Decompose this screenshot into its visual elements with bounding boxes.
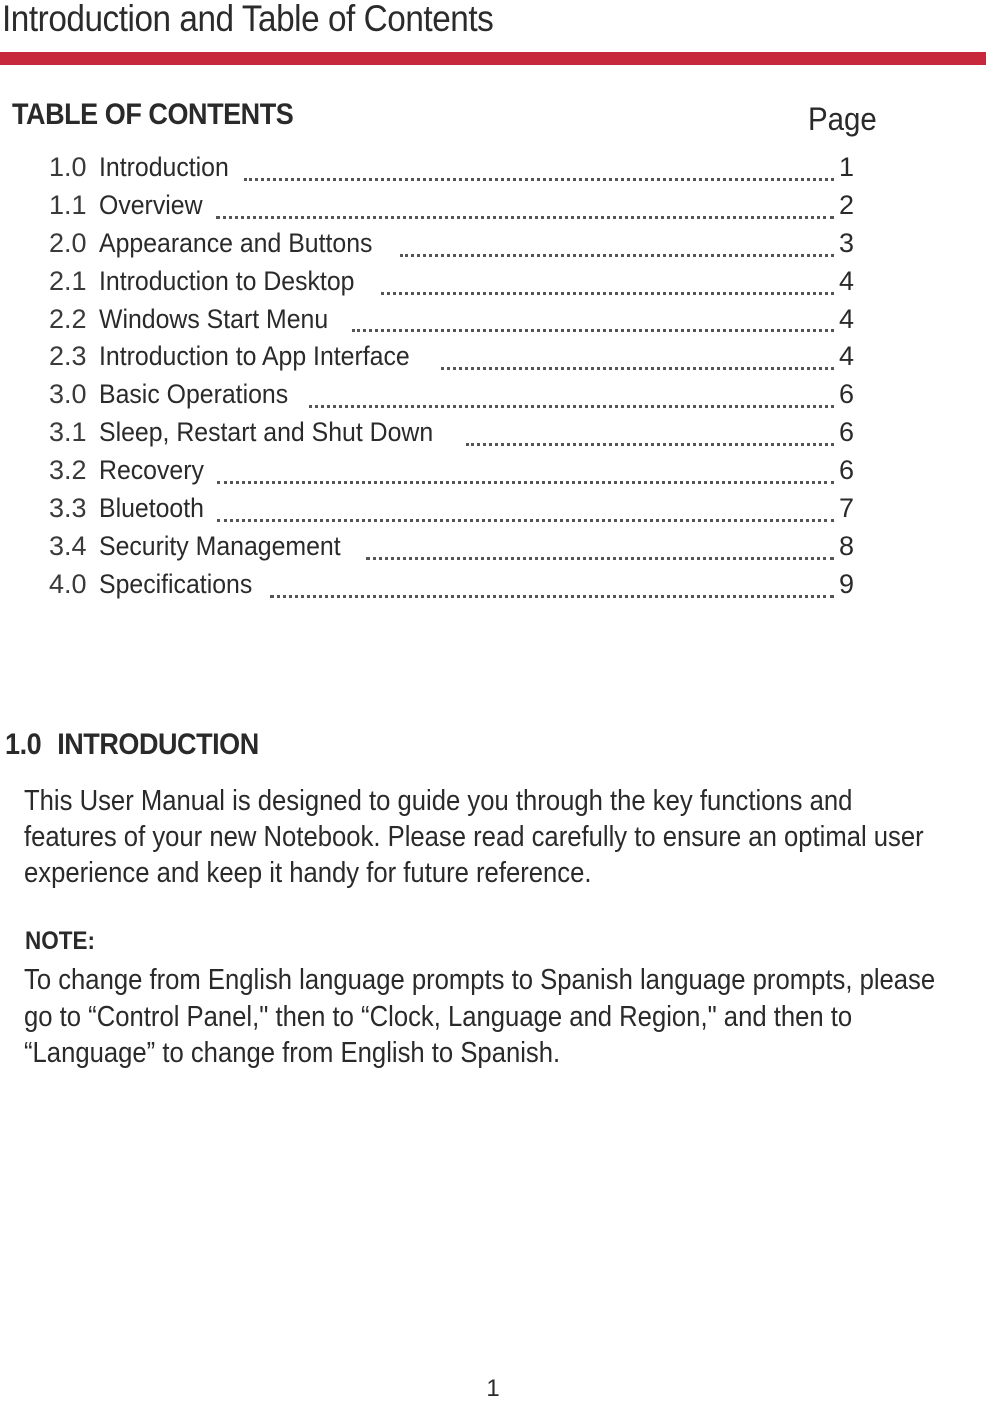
toc-entry-page: 6: [838, 417, 854, 448]
toc-entry-title: Introduction to App Interface: [99, 341, 410, 372]
toc-entry-page: 3: [838, 227, 854, 258]
toc-entry-basic-operations[interactable]: [49, 379, 854, 417]
toc-entry-page: 4: [838, 341, 854, 372]
toc-entry-page: 7: [838, 493, 854, 524]
toc-leader-dots: [352, 329, 834, 332]
header-rule: [0, 52, 986, 65]
toc-entry-overview[interactable]: [49, 190, 854, 228]
toc-entry-title: Recovery: [99, 455, 204, 486]
page-title: Introduction and Table of Contents: [2, 0, 494, 39]
note-label: NOTE:: [25, 927, 96, 955]
toc-entry-recovery[interactable]: [49, 455, 854, 493]
toc-entry-title: Windows Start Menu: [99, 303, 329, 334]
toc-leader-dots: [466, 443, 834, 446]
toc-entry-page: 9: [838, 568, 854, 599]
toc-entry-title: Introduction: [99, 152, 229, 182]
toc-entry-number: 2.1: [49, 265, 87, 296]
toc-entry-number: 3.4: [49, 530, 87, 561]
page-number: 1: [486, 1375, 500, 1402]
introduction-body: This User Manual is designed to guide you through the key functions and features of your new Notebook. Please read carefully to ensure an optimal user experience and keep it handy for future reference.: [24, 785, 924, 889]
toc-entry-number: 2.3: [49, 341, 87, 372]
toc-heading: TABLE OF CONTENTS: [12, 98, 294, 131]
toc-entry-bluetooth[interactable]: [49, 493, 854, 531]
toc-entry-page: 2: [838, 189, 854, 220]
introduction-section-title: INTRODUCTION: [57, 728, 259, 761]
toc-leader-dots: [309, 405, 834, 408]
toc-entry-title: Bluetooth: [99, 493, 204, 524]
toc-entry-page: 8: [838, 530, 854, 561]
toc-entry-page: 4: [838, 303, 854, 334]
toc-entry-title: Sleep, Restart and Shut Down: [99, 417, 434, 448]
toc-entry-appearance-and-buttons[interactable]: [49, 228, 854, 266]
toc-entry-sleep-restart-shut-down[interactable]: [49, 417, 854, 455]
toc-entry-title: Introduction to Desktop: [99, 265, 355, 296]
toc-leader-dots: [400, 254, 834, 257]
note-body: To change from English language prompts to Spanish language prompts, please go to “Control Panel," then to “Clock, Language and Region," and then to “Language” to change from English to Spanish.: [24, 964, 936, 1069]
toc-leader-dots: [217, 481, 834, 484]
toc-entry-title: Security Management: [99, 530, 341, 561]
toc-entry-number: 1.0: [49, 152, 87, 182]
toc-entry-title: Appearance and Buttons: [99, 227, 373, 258]
toc-entry-title: Specifications: [99, 568, 253, 599]
toc-leader-dots: [270, 595, 834, 598]
toc-entry-windows-start-menu[interactable]: [49, 304, 854, 342]
table-of-contents: [49, 152, 854, 607]
toc-entry-number: 4.0: [49, 568, 87, 599]
toc-entry-introduction-to-app-interface[interactable]: [49, 341, 854, 379]
toc-entry-page: 4: [838, 265, 854, 296]
toc-entry-page: 6: [838, 455, 854, 486]
toc-entry-title: Basic Operations: [99, 379, 289, 410]
toc-entry-introduction[interactable]: [49, 152, 854, 190]
toc-leader-dots: [441, 367, 834, 370]
toc-leader-dots: [217, 519, 834, 522]
introduction-heading: [5, 728, 259, 762]
toc-entry-specifications[interactable]: [49, 569, 854, 607]
toc-entry-number: 2.0: [49, 227, 87, 258]
toc-entry-number: 2.2: [49, 303, 87, 334]
toc-page-column-label: Page: [808, 101, 877, 137]
toc-leader-dots: [381, 292, 834, 295]
introduction-section-number: 1.0: [5, 728, 42, 761]
toc-entry-number: 3.0: [49, 379, 87, 410]
toc-entry-page: 1: [838, 152, 854, 182]
toc-entry-introduction-to-desktop[interactable]: [49, 266, 854, 304]
toc-leader-dots: [366, 557, 834, 560]
toc-entry-number: 3.2: [49, 455, 87, 486]
toc-entry-number: 3.3: [49, 493, 87, 524]
toc-entry-title: Overview: [99, 189, 203, 220]
toc-entry-security-management[interactable]: [49, 531, 854, 569]
toc-entry-number: 3.1: [49, 417, 87, 448]
toc-leader-dots: [216, 216, 834, 219]
toc-leader-dots: [244, 178, 834, 181]
toc-entry-number: 1.1: [49, 189, 87, 220]
toc-entry-page: 6: [838, 379, 854, 410]
